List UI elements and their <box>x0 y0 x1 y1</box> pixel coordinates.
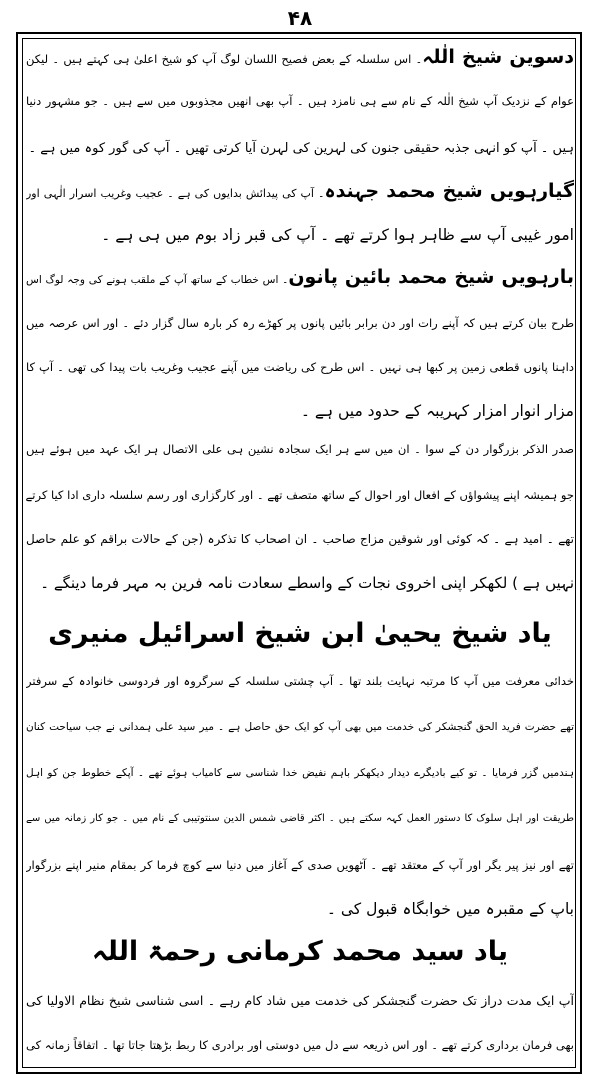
line-text: ۔ اس سلسلہ کے بعض فصیح اللسان لوگ آپ کو شیخ اعلیٰ ہی کہتے ہیں ۔ لیکن <box>26 52 423 66</box>
section-heading: یاد شیخ یحییٰ ابن شیخ اسرائیل منیری <box>48 618 552 649</box>
line-text: آپ ایک مدت دراز تک حضرت گنجشکر کی خدمت میں شاد کام رہے ۔ اسی شناسی شیخ نظام الاولیا کی <box>26 993 574 1008</box>
line-text: بھی فرمان برداری کرتے تھے ۔ اور اس ذریعہ سے دل میں دوستی اور برادری کا ربط بڑھتا جاتا تھا ۔ اتفاقاً زمانہ کی <box>26 1038 574 1052</box>
line-text: ۔ آپ کی پیدائش بدایوں کی ہے ۔ عجیب وغریب اسرار الٰہی اور <box>26 187 325 200</box>
inline-heading: دسوین شیخ الٰلہ <box>422 46 574 68</box>
line-text: امور غیبی آپ سے ظاہر ہوا کرتے تھے ۔ آپ کی قبر زاد بوم میں ہی ہے ۔ <box>101 226 574 244</box>
line-text: صدر الذکر بزرگوار دن کے سوا ۔ ان میں سے ہر ایک سجادہ نشین ہی علی الاتصال ہر ایک عہد میں ہوئے ہیں <box>26 442 574 456</box>
text-line <box>26 136 574 164</box>
text-line <box>26 570 574 598</box>
text-line <box>26 44 574 72</box>
text-line <box>26 1032 574 1060</box>
text-line <box>26 310 574 338</box>
line-text: خدائی معرفت میں آپ کا مرتبہ نہایت بلند تھا ۔ آپ چشتی سلسلہ کے سرگروہ اور فردوسی خانوادہ کے سرفتر <box>26 674 574 688</box>
text-line <box>26 264 574 292</box>
line-text: طریقت اور اہل سلوک کا دستور العمل کہہ سکتے ہیں ۔ اکثر قاضی شمس الدین سنتوتیبی کے نام میں ۔ جو کار زمانہ میں سے <box>26 813 574 824</box>
line-text: طرح بیان کرتے ہیں کہ آپنے رات اور دن برابر بائیں پانوں پر کھڑے رہ کر بارہ سال گزار دئے ۔ اور اس عرصہ میں <box>26 316 574 330</box>
text-line <box>26 354 574 382</box>
text-line <box>26 482 574 510</box>
text-line <box>26 988 574 1016</box>
line-text: تھے ۔ امید ہے ۔ کہ کوئی اور شوقین مزاج صاحب ۔ ان اصحاب کا تذکرہ (جن کے حالات براقم کو علم حاصل <box>26 532 574 546</box>
text-line <box>26 398 574 426</box>
line-text: ہندمیں گزر فرمایا ۔ تو کیے بادیگرے دیدار دیکھکر باہم نفیض خدا شناسی سے کامیاب ہوئے تھے ۔ آپکے خطوط جن کو اہل <box>26 767 574 779</box>
line-text: نہیں ہے ) لکھکر اپنی اخروی نجات کے واسطے سعادت نامہ فرین بہ مہر فرما دینگے ۔ <box>40 574 574 592</box>
text-line <box>26 436 574 464</box>
section-heading: یاد سید محمد کرمانی رحمۃ اللہ <box>91 936 509 967</box>
text-line <box>26 806 574 834</box>
inline-heading: بارہویں شیخ محمد بائین پانون <box>288 266 574 288</box>
line-text: تھے اور نیز پیر یگر اور آپ کے معتقد تھے ۔ آٹھویں صدی کے آغاز میں دنیا سے کوچ فرما کر بمقام منیر اپنے بزرگوار <box>26 858 574 872</box>
line-text: ۔ اس خطاب کے ساتھ آپ کے ملقب ہونے کی وجہ لوگ اس <box>26 274 289 286</box>
line-text: باپ کے مقبرہ میں خوابگاہ قبول کی ۔ <box>326 900 574 918</box>
line-text: جو ہمیشہ اپنے پیشواؤں کے افعال اور احوال کے ساتھ متصف تھے ۔ اور کارگزاری اور رسم سلسلہ داری ادا کیا کرتے <box>26 488 574 502</box>
text-line <box>26 88 574 116</box>
inline-heading: گیارہویں شیخ محمد جہندہ <box>324 180 574 202</box>
line-text: تھے حضرت فرید الحق گنجشکر کی خدمت میں بھی آپ کو ایک حق حاصل ہے ۔ میر سید علی ہمدانی نے جب سیاحت کنان <box>26 721 574 733</box>
text-line <box>26 852 574 880</box>
text-line <box>26 668 574 696</box>
line-text: داہنا پانوں قطعی زمین پر کبھا ہی نہیں ۔ اس طرح کی ریاضت میں آپنے عجیب وغریب بات پیدا کی تھی ۔ آپ کا <box>26 360 574 374</box>
line-text: عوام کے نزدیک آپ شیخ الٰلہ کے نام سے ہی نامزد ہیں ۔ آپ بھی انھیں مجذوبوں میں سے ہیں ۔ جو مشہور دنیا <box>26 94 574 108</box>
text-line <box>26 178 574 206</box>
text-line <box>26 896 574 924</box>
page-number: ۴۸ <box>287 6 313 30</box>
line-text: ہیں ۔ آپ کو انہی جذبہ حقیقی جنون کی لہرین کی لہرن آیا کرتی تھیں ۔ آپ کی گور کوہ میں ہے ۔ <box>28 141 574 156</box>
text-line <box>26 526 574 554</box>
text-line <box>26 714 574 742</box>
text-line <box>26 760 574 788</box>
text-line <box>26 222 574 250</box>
line-text: مزار انوار امزار کہریبہ کے حدود میں ہے ۔ <box>300 402 574 420</box>
